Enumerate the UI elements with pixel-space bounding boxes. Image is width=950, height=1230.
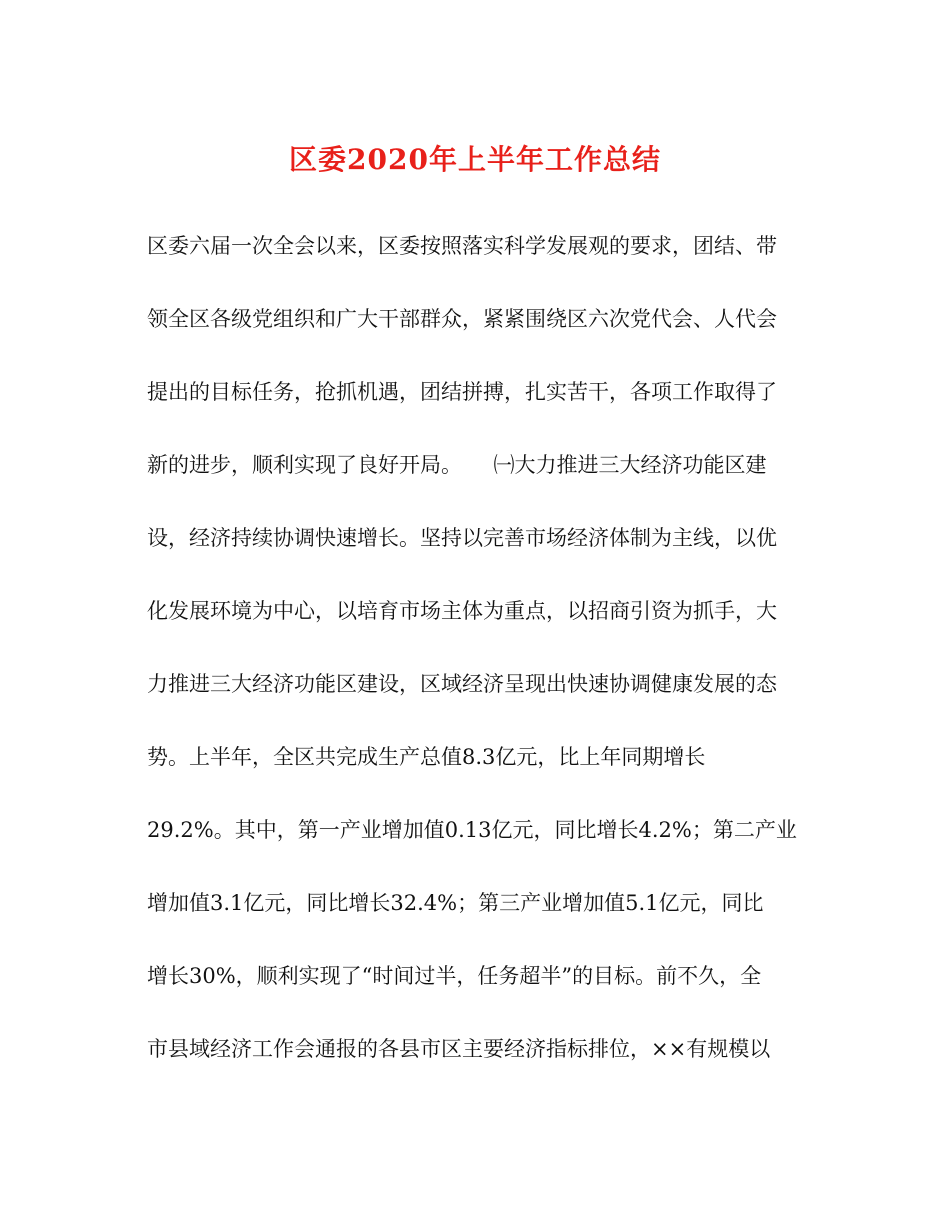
- body-line: 新的进步，顺利实现了良好开局。 ㈠大力推进三大经济功能区建: [147, 453, 767, 477]
- body-line: 势。上半年，全区共完成生产总值8.3亿元，比上年同期增长: [147, 745, 706, 769]
- body-line: 领全区各级党组织和广大干部群众，紧紧围绕区六次党代会、人代会: [147, 307, 777, 331]
- body-line: 市县域经济工作会通报的各县市区主要经济指标排位，××有规模以: [147, 1037, 771, 1061]
- document-title: 区委2020年上半年工作总结: [289, 143, 661, 176]
- body-line: 区委六届一次全会以来，区委按照落实科学发展观的要求，团结、带: [147, 234, 777, 258]
- body-line: 提出的目标任务，抢抓机遇，团结拼搏，扎实苦干，各项工作取得了: [147, 380, 777, 404]
- body-line: 设，经济持续协调快速增长。坚持以完善市场经济体制为主线，以优: [147, 526, 777, 550]
- body-line: 化发展环境为中心，以培育市场主体为重点，以招商引资为抓手，大: [147, 599, 777, 623]
- body-line: 增加值3.1亿元，同比增长32.4%；第三产业增加值5.1亿元，同比: [147, 891, 764, 915]
- body-line: 29.2%。其中，第一产业增加值0.13亿元，同比增长4.2%；第二产业: [147, 818, 797, 842]
- body-line: 力推进三大经济功能区建设，区域经济呈现出快速协调健康发展的态: [147, 672, 777, 696]
- body-line: 增长30%，顺利实现了“时间过半，任务超半”的目标。前不久，全: [147, 964, 762, 988]
- document-body: [147, 226, 807, 1102]
